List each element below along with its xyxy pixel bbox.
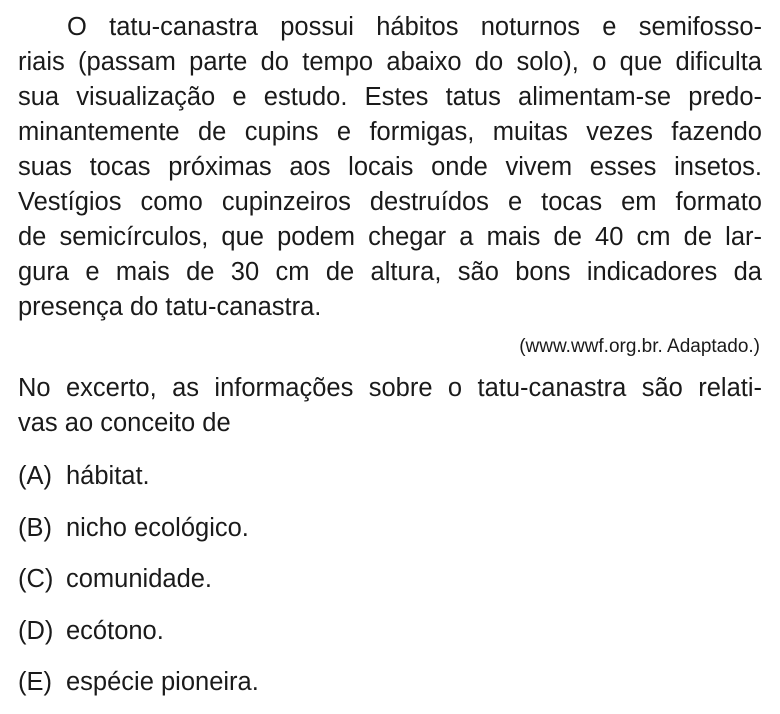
option-text: comunidade. xyxy=(66,565,213,593)
passage-line: minantemente de cupins e formigas, muitas vezes fazendo xyxy=(18,118,762,146)
option-e[interactable] xyxy=(18,665,762,700)
passage-line: gura e mais de 30 cm de altura, são bons indicadores da xyxy=(18,258,762,286)
passage-line: presença do tatu-canastra. xyxy=(18,293,322,321)
passage-line: riais (passam parte do tempo abaixo do solo), o que dificulta xyxy=(18,48,762,76)
option-a[interactable] xyxy=(18,459,762,494)
option-text: ecótono. xyxy=(66,616,164,645)
passage-line: suas tocas próximas aos locais onde vivem esses insetos. xyxy=(18,153,762,181)
option-text: hábitat. xyxy=(66,462,150,490)
passage-line: Vestígios como cupinzeiros destruídos e tocas em formato xyxy=(18,188,762,216)
question-line: No excerto, as informações sobre o tatu-canastra são relati- xyxy=(18,374,762,402)
option-letter: (C) xyxy=(18,565,54,593)
passage-line: de semicírculos, que podem chegar a mais de 40 cm de lar- xyxy=(18,223,762,251)
passage-line: O tatu-canastra possui hábitos noturnos e semifosso- xyxy=(67,13,762,41)
passage-source: (www.wwf.org.br. Adaptado.) xyxy=(519,336,760,357)
option-b[interactable] xyxy=(18,511,762,546)
question-stem xyxy=(18,371,762,441)
option-text: espécie pioneira. xyxy=(66,668,259,696)
option-letter: (D) xyxy=(18,616,54,645)
passage-text xyxy=(18,0,762,325)
option-c[interactable] xyxy=(18,562,762,597)
option-d[interactable] xyxy=(18,614,762,649)
option-letter: (A) xyxy=(18,462,52,490)
option-letter: (B) xyxy=(18,513,52,542)
option-text: nicho ecológico. xyxy=(66,513,249,542)
question-line: vas ao conceito de xyxy=(18,409,231,437)
answer-options xyxy=(18,459,762,700)
passage-line: sua visualização e estudo. Estes tatus alimentam-se predo- xyxy=(18,83,762,111)
option-letter: (E) xyxy=(18,668,52,696)
